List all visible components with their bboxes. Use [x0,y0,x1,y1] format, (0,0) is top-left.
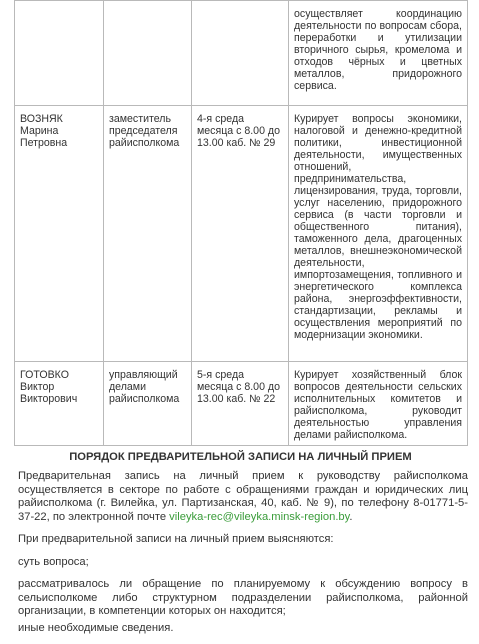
intro-paragraph [18,470,468,524]
duties-cell [289,362,468,446]
clarify-paragraph: При предварительной записи на личный прием выясняются: [18,533,334,545]
duties-text: осуществляет координацию деятельности по вопросам сбора, переработки и утилизации вторичного сырья, кромелома и отходов чёрных и цветных металлов, придорожного сервиса. [294,8,462,92]
email-link[interactable]: vileyka-rec@vileyka.minsk-region.by [169,510,350,523]
clarify-item: рассматривалось ли обращение по планируемому к обсуждению вопросу в сельисполкоме либо структурном подразделении райисполкома, районной организации, в компетенции которых он находится; [18,578,468,618]
officials-schedule-table [14,0,468,446]
official-name: ВОЗНЯК Марина Петровна [20,113,68,149]
position-cell [104,362,192,446]
official-name: ГОТОВКО Виктор Викторович [20,369,78,405]
table-row [15,1,468,106]
clarify-item: иные необходимые сведения. [18,622,174,634]
intro-end: . [349,510,353,523]
intro-text: Предварительная запись на личный прием к руководству райисполкома осуществляется в секторе по работе с обращениями граждан и юридических лиц райисполкома (г. Вилейка, ул. Партизанская, 40, каб. № 9), по телефону 8-01771-5-37-22, по электронной почте [18,470,468,523]
duties-cell [289,106,468,362]
clarify-item: суть вопроса; [18,556,89,568]
duties-text: Курирует вопросы экономики, налоговой и денежно-кредитной политики, инвестиционной деятельности, имущественных отношений, предпринимательства, лицензирования, труда, торговли, услуг населению, придорожного сервиса (в части торговли и общественного питания), таможенного дела, драгоценных металлов, внешнеэкономической деятельности, импортозамещения, топливного и энергетического комплекса района, энергоэффективности, стандартизации, рекламы и осуществления мероприятий по модернизации экономики. [294,113,462,341]
table-row [15,106,468,362]
official-position: заместитель председателя райисполкома [109,113,180,149]
reception-schedule: 5-я среда месяца с 8.00 до 13.00 каб. № 22 [197,369,280,405]
schedule-cell [192,362,289,446]
name-cell [15,1,104,106]
position-cell [104,1,192,106]
schedule-cell [192,1,289,106]
duties-text: Курирует хозяйственный блок вопросов деятельности сельских исполнительных комитетов и райисполкома, руководит деятельностью управления делами райисполкома. [294,369,462,441]
duties-cell [289,1,468,106]
table-row [15,362,468,446]
name-cell [15,362,104,446]
official-position: управляющий делами райисполкома [109,369,180,405]
reception-schedule: 4-я среда месяца с 8.00 до 13.00 каб. № 29 [197,113,280,149]
section-title: ПОРЯДОК ПРЕДВАРИТЕЛЬНОЙ ЗАПИСИ НА ЛИЧНЫЙ ПРИЕМ [69,451,412,463]
schedule-cell [192,106,289,362]
position-cell [104,106,192,362]
name-cell [15,106,104,362]
